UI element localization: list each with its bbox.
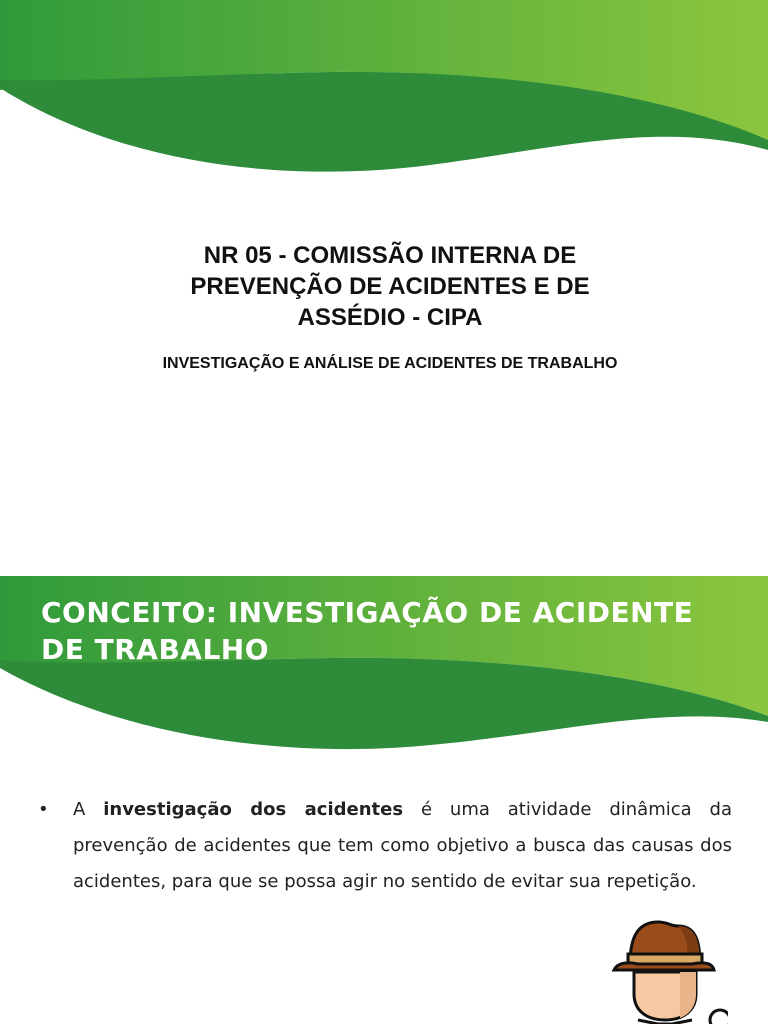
slide-title: CONCEITO: INVESTIGAÇÃO DE ACIDENTE DE TRABALHO <box>41 596 694 666</box>
bullet-symbol: • <box>40 799 47 820</box>
slide-2 <box>0 576 768 1024</box>
bullet-lead: A <box>73 799 86 820</box>
detective-icon <box>608 916 728 1024</box>
slide-subtitle: INVESTIGAÇÃO E ANÁLISE DE ACIDENTES DE TRABALHO <box>162 355 618 372</box>
bullet-bold-term: investigação dos acidentes <box>103 799 404 820</box>
bullet-text <box>73 792 732 900</box>
header-wave <box>0 0 768 180</box>
bullet-rest: é uma atividade dinâmica da prevenção de acidentes que tem como objetivo a busca das causas dos acidentes, para que se possa agir no sentido de evitar sua repetição. <box>73 799 733 892</box>
slide-title: NR 05 - COMISSÃO INTERNA DE PREVENÇÃO DE ACIDENTES E DE ASSÉDIO - CIPA <box>190 242 590 331</box>
